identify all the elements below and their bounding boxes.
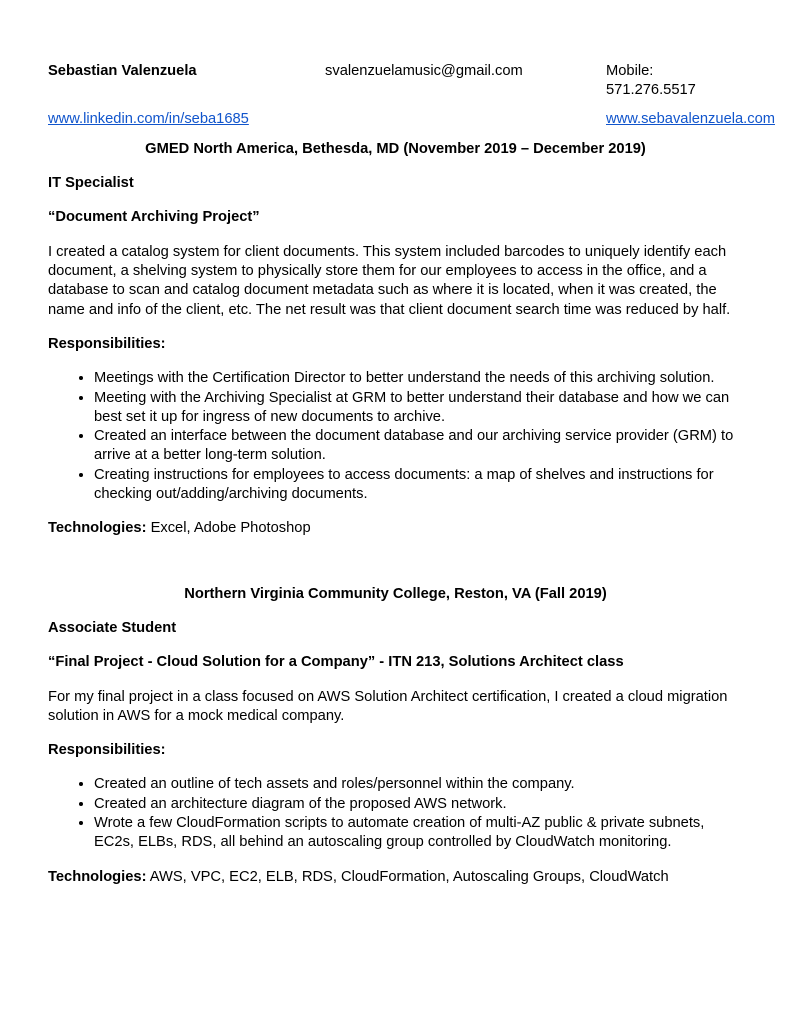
project-description: I created a catalog system for client documents. This system included barcodes to uniquely identify each document, a shelving system to physically store them for our employees to access in the office, and a database to scan and catalog document metadata such as where it is located, when it was created, the name and info of the client, etc. The net result was that client document search time was reduced by half. <box>48 243 731 318</box>
contact-row-1 <box>48 62 743 101</box>
section-gmed <box>48 140 743 539</box>
project-description: For my final project in a class focused on AWS Solution Architect certification, I created a cloud migration solution in AWS for a mock medical company. <box>48 688 728 724</box>
technologies-line <box>48 519 743 538</box>
contact-email: svalenzuelamusic@gmail.com <box>325 63 523 79</box>
section-heading: Northern Virginia Community College, Reston, VA (Fall 2019) <box>184 585 607 602</box>
project-title: “Document Archiving Project” <box>48 209 260 226</box>
section-heading: GMED North America, Bethesda, MD (November 2019 – December 2019) <box>145 140 646 157</box>
responsibility-item: • Meetings with the Certification Director to better understand the needs of this archiving solution. <box>94 369 743 388</box>
responsibility-item: • Meeting with the Archiving Specialist at GRM to better understand their database and how we can best set it up for ingress of new documents to archive. <box>94 389 743 428</box>
responsibility-item: • Created an architecture diagram of the proposed AWS network. <box>94 795 743 814</box>
section-nvcc <box>48 585 743 887</box>
responsibilities-label: Responsibilities: <box>48 742 166 759</box>
project-title: “Final Project - Cloud Solution for a Company” - ITN 213, Solutions Architect class <box>48 654 624 671</box>
contact-header <box>48 62 775 129</box>
technologies-value: AWS, VPC, EC2, ELB, RDS, CloudFormation, Autoscaling Groups, CloudWatch <box>149 868 669 885</box>
technologies-line <box>48 868 743 887</box>
technologies-value: Excel, Adobe Photoshop <box>150 520 311 537</box>
role-title: Associate Student <box>48 619 177 636</box>
linkedin-link[interactable]: www.linkedin.com/in/seba1685 <box>48 110 249 127</box>
responsibility-item: • Created an outline of tech assets and roles/personnel within the company. <box>94 775 743 794</box>
contact-row-2 <box>48 110 775 129</box>
responsibility-item: • Wrote a few CloudFormation scripts to automate creation of multi-AZ public & private subnets, EC2s, ELBs, RDS, all behind an autoscaling group controlled by CloudWatch monitoring. <box>94 814 743 853</box>
responsibilities-list <box>48 775 743 852</box>
role-title: IT Specialist <box>48 175 134 192</box>
website-link[interactable]: www.sebavalenzuela.com <box>606 110 775 127</box>
responsibility-item: • Creating instructions for employees to access documents: a map of shelves and instructions for checking out/adding/archiving documents. <box>94 466 743 505</box>
responsibilities-label: Responsibilities: <box>48 335 166 352</box>
technologies-label: Technologies: <box>48 520 147 537</box>
contact-mobile: Mobile: 571.276.5517 <box>606 63 696 99</box>
responsibilities-list <box>48 369 743 504</box>
responsibility-item: • Created an interface between the document database and our archiving service provider (GRM) to arrive at a better long-term solution. <box>94 427 743 466</box>
contact-name: Sebastian Valenzuela <box>48 63 197 79</box>
technologies-label: Technologies: <box>48 868 147 885</box>
